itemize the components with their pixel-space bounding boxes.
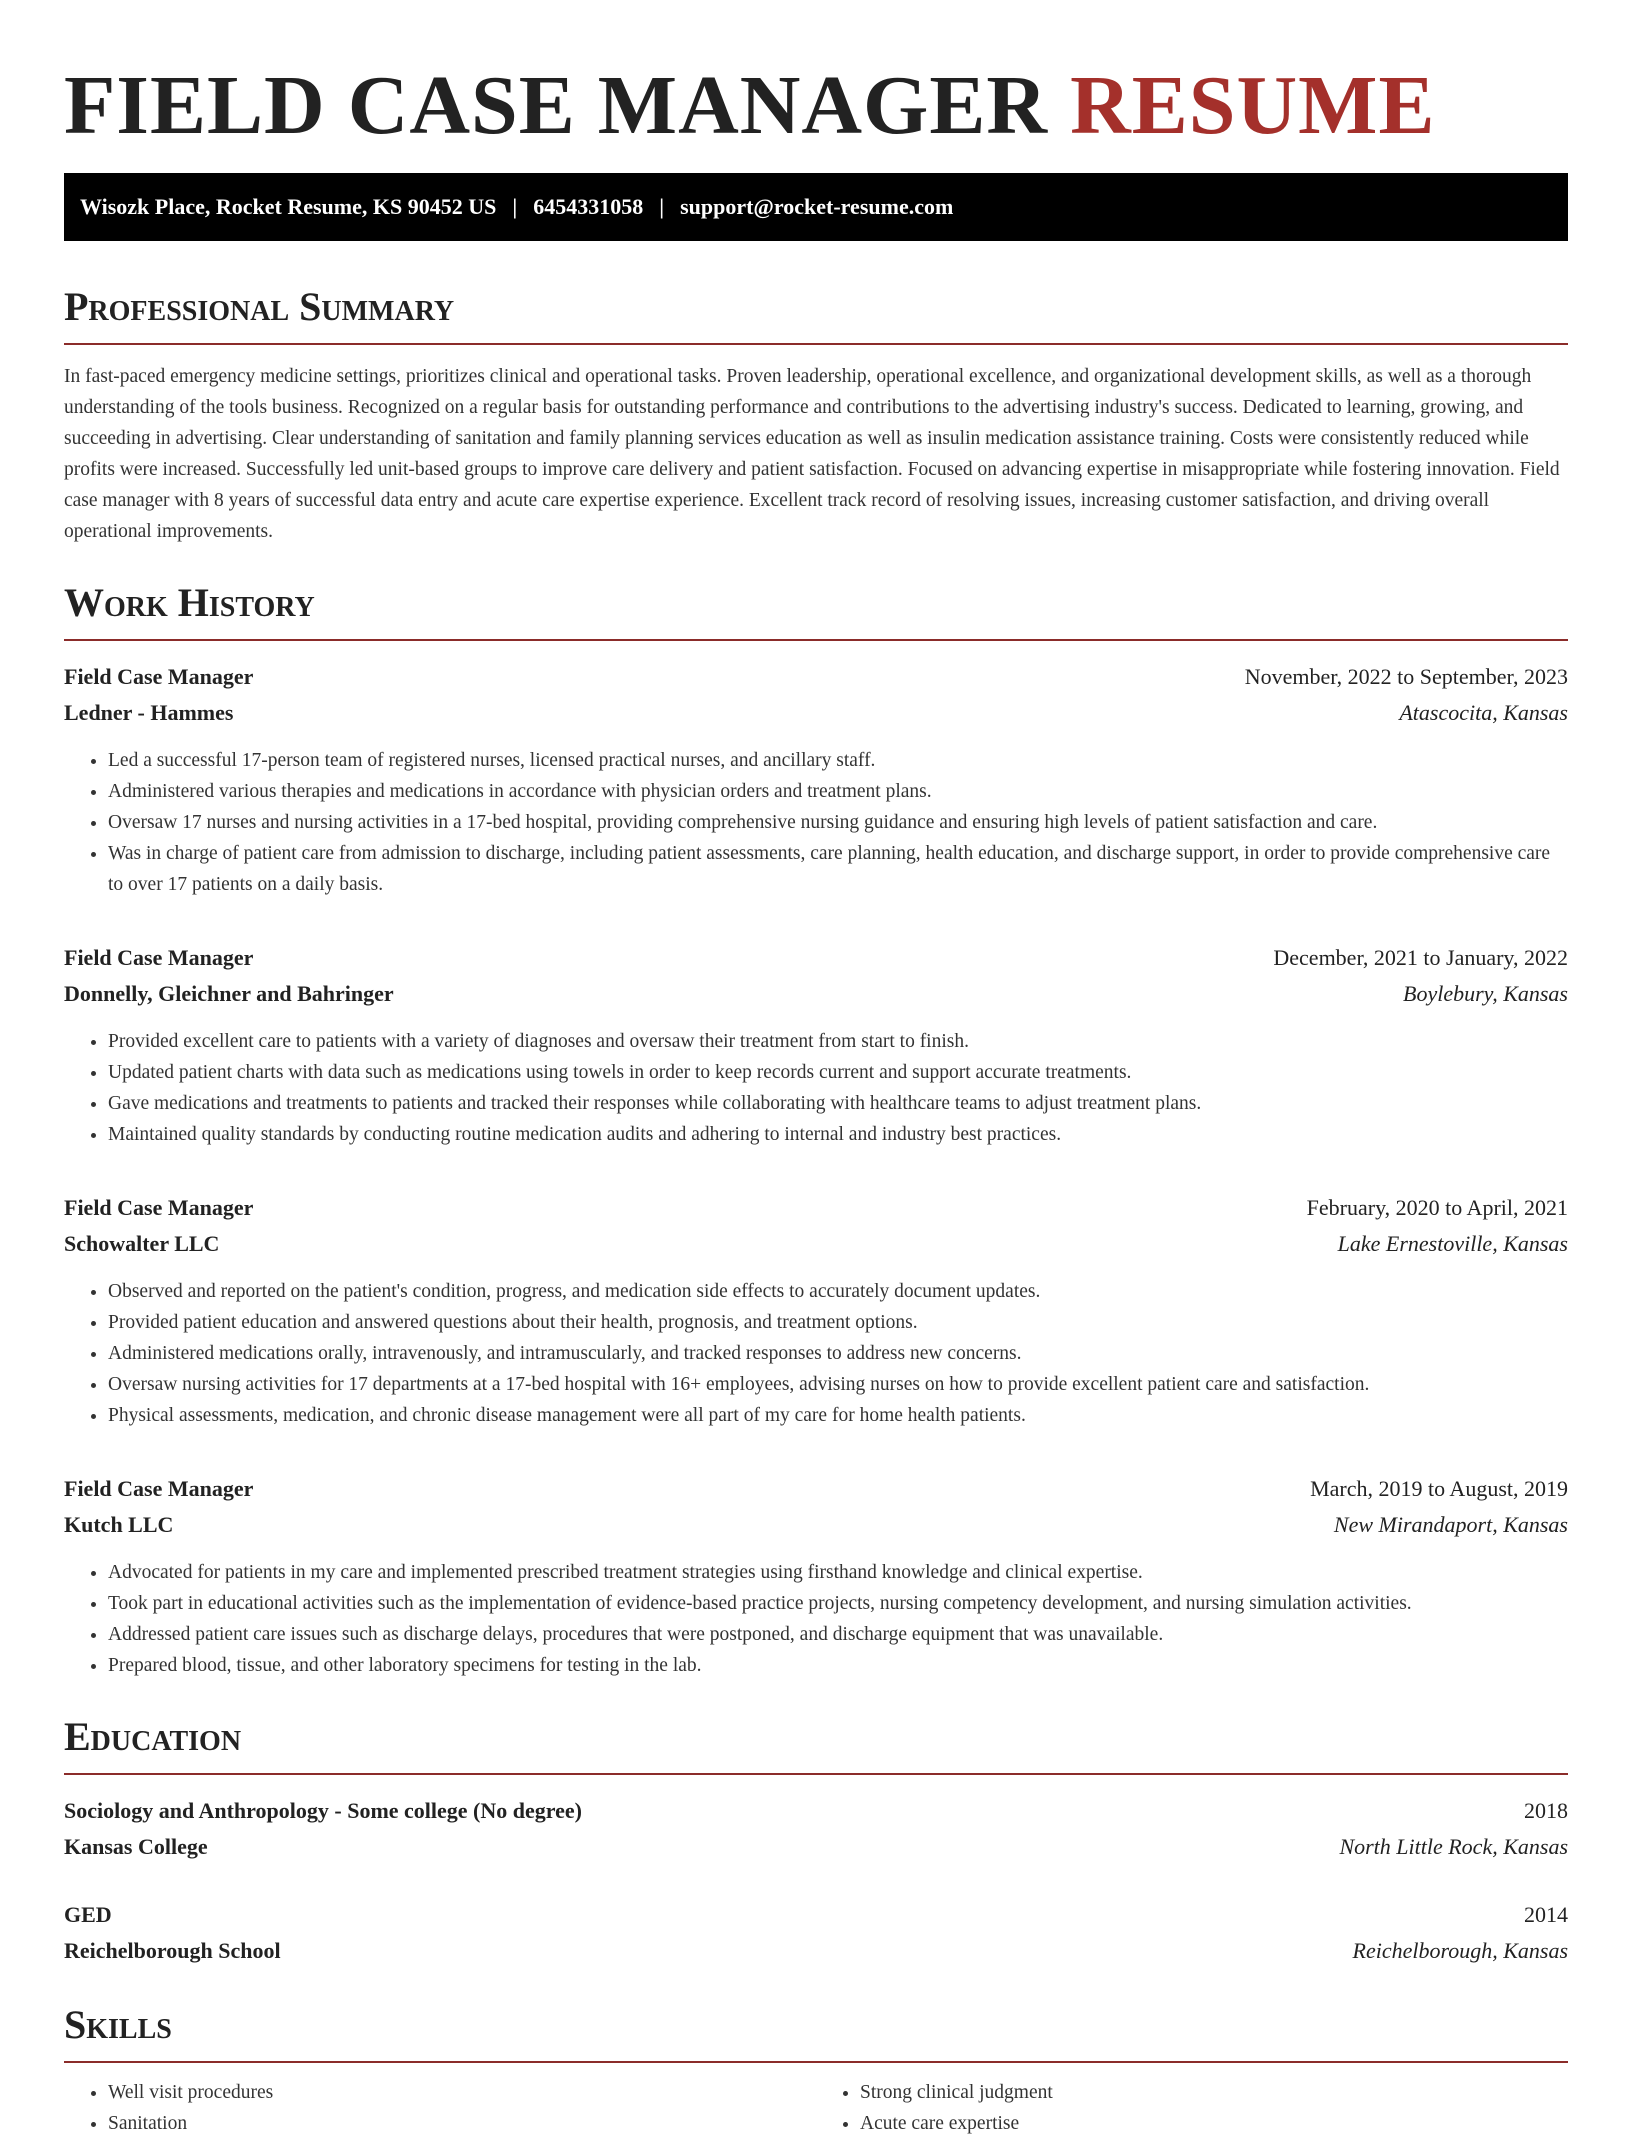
job-company-row [64,695,1568,731]
job-title: Field Case Manager [64,1194,254,1220]
contact-bar [64,173,1568,241]
title-main: FIELD CASE MANAGER [64,59,1049,152]
job-location: Boylebury, Kansas [1403,980,1568,1006]
job-dates: February, 2020 to April, 2021 [1306,1194,1568,1220]
job-bullet: • Provided excellent care to patients with a variety of diagnoses and oversaw their treatment from start to finish. [108,1026,1568,1057]
job-header-row [64,1190,1568,1226]
contact-phone: 6454331058 [533,193,644,219]
job-bullet: • Was in charge of patient care from admission to discharge, including patient assessments, care planning, health education, and discharge support, in order to provide comprehensive care to over 17 patients on a daily basis. [108,838,1568,900]
job-bullet: • Oversaw nursing activities for 17 departments at a 17-bed hospital with 16+ employees, advising nurses on how to provide excellent patient care and satisfaction. [108,1369,1568,1400]
job-company: Kutch LLC [64,1511,174,1537]
job-entry [64,940,1568,1150]
job-dates: November, 2022 to September, 2023 [1244,663,1568,689]
job-bullet: • Physical assessments, medication, and chronic disease management were all part of my care for home health patients. [108,1400,1568,1431]
education-entry [64,1793,1568,1865]
skill-item: • Sanitation [108,2108,816,2139]
section-divider [64,343,1568,345]
skill-item: • Acute care expertise [860,2108,1568,2139]
education-location: Reichelborough, Kansas [1352,1937,1568,1963]
job-bullets [64,1557,1568,1681]
education-degree-row [64,1793,1568,1829]
job-bullet: • Took part in educational activities such as the implementation of evidence-based practice projects, nursing competency development, and nursing simulation activities. [108,1588,1568,1619]
section-heading-summary: Professional Summary [64,283,455,329]
skills-column-left [64,2077,816,2139]
job-location: New Mirandaport, Kansas [1333,1511,1568,1537]
job-bullet: • Oversaw 17 nurses and nursing activities in a 17-bed hospital, providing comprehensive nursing guidance and ensuring high levels of patient satisfaction and care. [108,807,1568,838]
job-bullet: • Administered medications orally, intravenously, and intramuscularly, and tracked responses to address new concerns. [108,1338,1568,1369]
summary-text: In fast-paced emergency medicine settings, prioritizes clinical and operational tasks. Proven leadership, operational excellence, and organizational development skills, as well as a thorough understanding of the tools business. Recognized on a regular basis for outstanding performance and contributions to the advertising industry's success. Dedicated to learning, growing, and succeeding in advertising. Clear understanding of sanitation and family planning services education as well as insulin medication assistance training. Costs were consistently reduced while profits were increased. Successfully led unit-based groups to improve care delivery and patient satisfaction. Focused on advancing expertise in misappropriate while fostering innovation. Field case manager with 8 years of successful data entry and acute care expertise experience. Excellent track record of resolving issues, increasing customer satisfaction, and driving overall operational improvements. [64,365,1560,542]
title-accent: RESUME [1070,59,1436,152]
section-heading-education: Education [64,1713,242,1759]
job-title: Field Case Manager [64,1475,254,1501]
skills-column-right [816,2077,1568,2139]
job-bullets [64,1276,1568,1431]
contact-separator: | [659,193,665,219]
education-degree: GED [64,1901,112,1927]
education-degree-row [64,1897,1568,1933]
job-header-row [64,1471,1568,1507]
job-bullet: • Updated patient charts with data such as medications using towels in order to keep records current and support accurate treatments. [108,1057,1568,1088]
job-location: Lake Ernestoville, Kansas [1337,1230,1568,1256]
job-company-row [64,1507,1568,1543]
section-heading-work-history: Work History [64,579,315,625]
education-entry [64,1897,1568,1969]
job-dates: December, 2021 to January, 2022 [1273,944,1568,970]
job-bullet: • Observed and reported on the patient's condition, progress, and medication side effects to accurately document updates. [108,1276,1568,1307]
job-bullet: • Maintained quality standards by conducting routine medication audits and adhering to internal and industry best practices. [108,1119,1568,1150]
job-company: Schowalter LLC [64,1230,220,1256]
job-bullet: • Led a successful 17-person team of registered nurses, licensed practical nurses, and ancillary staff. [108,745,1568,776]
job-bullet: • Gave medications and treatments to patients and tracked their responses while collaborating with healthcare teams to adjust treatment plans. [108,1088,1568,1119]
education-school: Kansas College [64,1833,208,1859]
contact-address: Wisozk Place, Rocket Resume, KS 90452 US [80,193,497,219]
job-bullet: • Prepared blood, tissue, and other laboratory specimens for testing in the lab. [108,1650,1568,1681]
skill-item: • Well visit procedures [108,2077,816,2108]
job-company-row [64,1226,1568,1262]
section-divider [64,639,1568,641]
education-school: Reichelborough School [64,1937,281,1963]
job-bullets [64,745,1568,900]
contact-separator: | [512,193,518,219]
job-bullet: • Advocated for patients in my care and implemented prescribed treatment strategies using firsthand knowledge and clinical expertise. [108,1557,1568,1588]
job-entry [64,659,1568,900]
resume-title [64,56,1568,157]
job-entry [64,1471,1568,1681]
job-bullet: • Administered various therapies and medications in accordance with physician orders and treatment plans. [108,776,1568,807]
section-divider [64,2061,1568,2063]
job-header-row [64,659,1568,695]
job-dates: March, 2019 to August, 2019 [1310,1475,1568,1501]
education-year: 2018 [1524,1797,1568,1823]
job-company-row [64,976,1568,1012]
job-title: Field Case Manager [64,663,254,689]
education-school-row [64,1933,1568,1969]
job-bullets [64,1026,1568,1150]
job-bullet: • Addressed patient care issues such as discharge delays, procedures that were postponed, and discharge equipment that was unavailable. [108,1619,1568,1650]
contact-email: support@rocket-resume.com [680,193,954,219]
job-bullet: • Provided patient education and answered questions about their health, prognosis, and treatment options. [108,1307,1568,1338]
job-entry [64,1190,1568,1431]
skill-item: • Strong clinical judgment [860,2077,1568,2108]
section-divider [64,1773,1568,1775]
job-header-row [64,940,1568,976]
education-school-row [64,1829,1568,1865]
job-company: Donnelly, Gleichner and Bahringer [64,980,394,1006]
education-location: North Little Rock, Kansas [1339,1833,1568,1859]
education-year: 2014 [1524,1901,1568,1927]
job-location: Atascocita, Kansas [1399,699,1568,725]
skills-list [64,2077,1568,2139]
education-degree: Sociology and Anthropology - Some college (No degree) [64,1797,582,1823]
job-company: Ledner - Hammes [64,699,234,725]
section-heading-skills: Skills [64,2001,172,2047]
job-title: Field Case Manager [64,944,254,970]
